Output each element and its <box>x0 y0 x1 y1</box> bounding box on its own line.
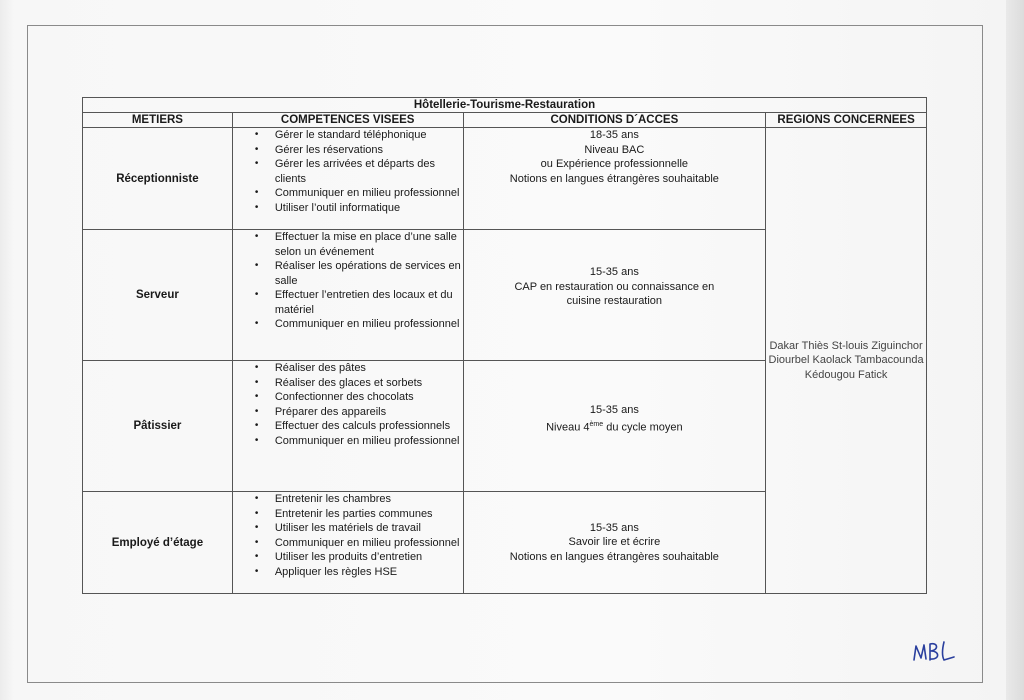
list-item: • Réaliser des glaces et sorbets <box>255 376 463 391</box>
list-item: • Entretenir les parties communes <box>255 507 463 522</box>
region-item: Diourbel <box>768 354 810 367</box>
condition-line: 15-35 ans <box>589 521 639 534</box>
region-item: Fatick <box>858 368 888 381</box>
list-item: • Communiquer en milieu professionnel <box>255 317 463 332</box>
training-table <box>82 97 927 594</box>
region-item: Kaolack <box>812 354 852 367</box>
list-item: • Effectuer l’entretien des locaux et du matériel <box>255 288 463 317</box>
list-item: • Gérer les réservations <box>255 143 463 158</box>
metier-cell: Réceptionniste <box>83 128 233 230</box>
list-item: • Effectuer la mise en place d’une salle selon un événement <box>255 230 463 259</box>
condition-line: Notions en langues étrangères souhaitable <box>509 550 719 563</box>
competences-cell <box>232 230 463 361</box>
list-item: • Communiquer en milieu professionnel <box>255 434 463 449</box>
header-conditions: CONDITIONS D´ACCES <box>463 113 766 128</box>
region-item: Thiès <box>801 339 829 352</box>
conditions-cell <box>463 361 766 492</box>
region-item: Dakar <box>769 339 799 352</box>
handwritten-signature <box>910 636 966 668</box>
table-title: Hôtellerie-Tourisme-Restauration <box>83 98 927 113</box>
list-item: • Effectuer des calculs professionnels <box>255 419 463 434</box>
niveau-prefix: Niveau 4 <box>546 421 590 434</box>
regions-cell <box>766 128 927 594</box>
region-item: Tambacounda <box>854 354 924 367</box>
list-item: • Gérer le standard téléphonique <box>255 128 463 143</box>
condition-line: Savoir lire et écrire <box>568 536 661 549</box>
conditions-cell <box>463 492 766 594</box>
list-item: • Communiquer en milieu professionnel <box>255 186 463 201</box>
region-item: Kédougou <box>804 368 855 381</box>
list-item: • Préparer des appareils <box>255 405 463 420</box>
list-item: • Utiliser les produits d’entretien <box>255 550 463 565</box>
condition-line: 15-35 ans <box>589 266 639 279</box>
condition-line: 18-35 ans <box>589 129 639 141</box>
condition-line: Niveau BAC <box>584 143 645 156</box>
list-item: • Utiliser l’outil informatique <box>255 201 463 216</box>
header-competences: COMPETENCES VISEES <box>232 113 463 128</box>
list-item: • Utiliser les matériels de travail <box>255 521 463 536</box>
conditions-cell <box>463 230 766 361</box>
header-metiers: METIERS <box>83 113 233 128</box>
metier-cell: Employé d’étage <box>83 492 233 594</box>
page-edge-shadow <box>1006 0 1024 700</box>
header-regions: REGIONS CONCERNEES <box>766 113 927 128</box>
condition-line: 15-35 ans <box>589 404 639 417</box>
niveau-superscript: ème <box>589 420 604 428</box>
list-item: • Entretenir les chambres <box>255 492 463 507</box>
condition-line <box>464 418 766 435</box>
metier-cell: Pâtissier <box>83 361 233 492</box>
list-item: • Réaliser les opérations de services en salle <box>255 259 463 288</box>
niveau-suffix: du cycle moyen <box>603 421 683 434</box>
region-item: St-louis <box>831 339 869 352</box>
list-item: • Communiquer en milieu professionnel <box>255 536 463 551</box>
list-item: • Appliquer les règles HSE <box>255 565 463 580</box>
condition-line: Notions en langues étrangères souhaitable <box>509 172 719 185</box>
condition-line: CAP en restauration ou connaissance en cuisine restauration <box>514 280 715 308</box>
conditions-cell <box>463 128 766 230</box>
table-row <box>83 128 927 230</box>
competences-cell <box>232 361 463 492</box>
condition-line: ou Expérience professionnelle <box>540 158 689 170</box>
list-item: • Réaliser des pâtes <box>255 361 463 376</box>
list-item: • Gérer les arrivées et départs des clients <box>255 157 463 186</box>
region-item: Ziguinchor <box>871 339 923 352</box>
list-item: • Confectionner des chocolats <box>255 390 463 405</box>
competences-cell <box>232 492 463 594</box>
competences-cell <box>232 128 463 230</box>
metier-cell: Serveur <box>83 230 233 361</box>
